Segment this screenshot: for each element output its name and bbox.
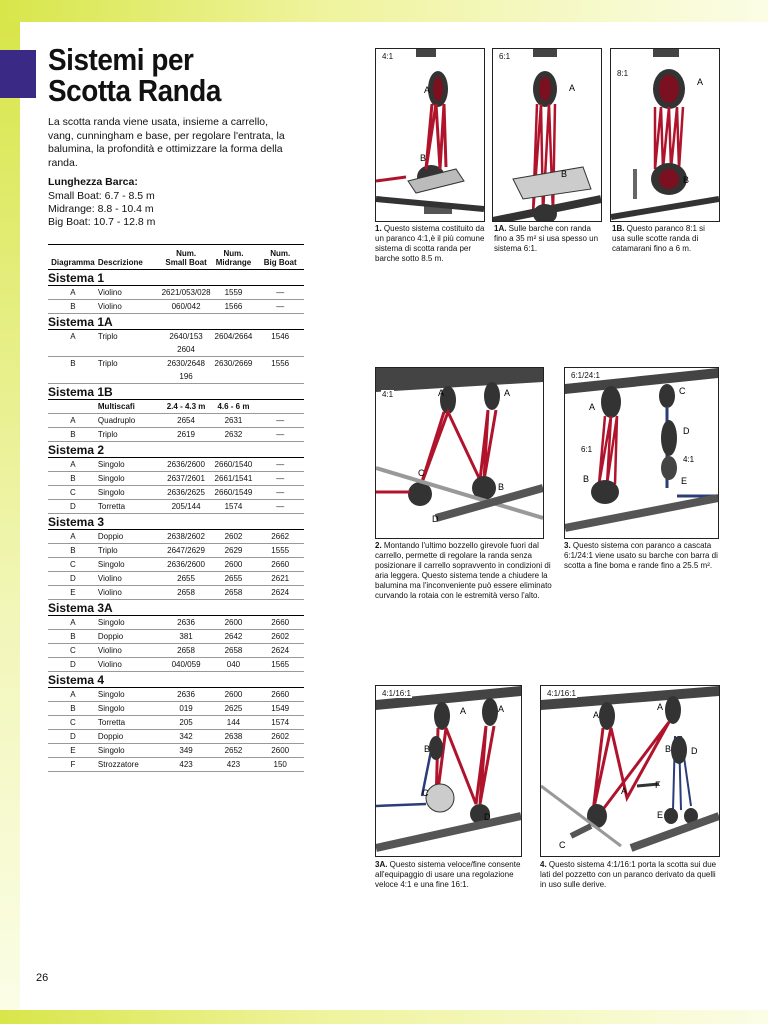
- cell-big-boat: —: [256, 486, 304, 500]
- table-row: [48, 616, 304, 630]
- cell-diagram: C: [48, 644, 98, 658]
- header-description: Descrizione: [98, 245, 162, 270]
- fig3a-label-c: C: [422, 788, 429, 798]
- cell-description: Triplo: [98, 428, 162, 442]
- cell-midrange: 2629: [211, 544, 257, 558]
- cell-big-boat: 2602: [256, 630, 304, 644]
- cell-diagram: D: [48, 500, 98, 514]
- cell-description: Singolo: [98, 472, 162, 486]
- cell-diagram: A: [48, 530, 98, 544]
- cell-description: Violino: [98, 286, 162, 300]
- table-row: [48, 472, 304, 486]
- cell-small-boat: 2636/2600: [162, 558, 211, 572]
- fig1-label-a: A: [424, 85, 431, 95]
- cell-small-boat: 2654: [162, 414, 211, 428]
- cell-big-boat: 2624: [256, 586, 304, 600]
- table-row: [48, 330, 304, 357]
- fig4-label-e: E: [657, 810, 664, 820]
- cell-diagram: B: [48, 630, 98, 644]
- cell-description: Singolo: [98, 486, 162, 500]
- cell-diagram: A: [48, 458, 98, 472]
- cell-description: Singolo: [98, 688, 162, 702]
- cell-midrange: 2602: [211, 530, 257, 544]
- cell-big-boat: 2602: [256, 730, 304, 744]
- cell-description: Singolo: [98, 744, 162, 758]
- system-heading-row: [48, 672, 304, 688]
- fig1b-label-b: B: [683, 175, 690, 185]
- fig3-ratio-inner: 6:1: [581, 445, 593, 454]
- cell-midrange: 2631: [211, 414, 257, 428]
- table-row: [48, 716, 304, 730]
- system-name: Sistema 3: [48, 514, 304, 530]
- page-number: 26: [36, 972, 49, 984]
- cell-big-boat: 2600: [256, 744, 304, 758]
- header-diagram: Diagramma: [48, 245, 98, 270]
- table-row: [48, 500, 304, 514]
- cell-small-boat: 2647/2629: [162, 544, 211, 558]
- cell-description: Violino: [98, 300, 162, 314]
- cell-small-boat: 349: [162, 744, 211, 758]
- fig2-label-b: B: [498, 482, 505, 492]
- fig3-label-b: B: [583, 474, 590, 484]
- bottom-color-band: [0, 1010, 768, 1024]
- cell-big-boat: 1574: [256, 716, 304, 730]
- left-color-strip: [0, 22, 20, 1010]
- cell-big-boat: 2621: [256, 572, 304, 586]
- cell-midrange: 2600: [211, 616, 257, 630]
- length-midrange: Midrange: 8.8 - 10.4 m: [48, 203, 154, 215]
- figure-3: [564, 367, 719, 539]
- system-name: Sistema 1: [48, 270, 304, 286]
- table-row: [48, 530, 304, 544]
- header-midrange: Num. Midrange: [211, 245, 257, 270]
- cell-small-boat: 2630/2648 196: [162, 357, 211, 384]
- cell-small-boat: 2658: [162, 586, 211, 600]
- figure-3a-ratio: 4:1/16:1: [382, 689, 411, 698]
- system-heading-row: [48, 442, 304, 458]
- cell-description: Doppio: [98, 530, 162, 544]
- cell-big-boat: 2660: [256, 688, 304, 702]
- cell-midrange: 423: [211, 758, 257, 772]
- boat-length-heading: Lunghezza Barca:: [48, 176, 138, 188]
- cell-small-boat: 2636: [162, 616, 211, 630]
- table-row: [48, 400, 304, 414]
- cell-diagram: A: [48, 688, 98, 702]
- table-row: [48, 702, 304, 716]
- table-row: [48, 558, 304, 572]
- system-name: Sistema 4: [48, 672, 304, 688]
- fig2-label-d: D: [432, 514, 439, 524]
- table-row: [48, 758, 304, 772]
- cell-small-boat: 060/042: [162, 300, 211, 314]
- cell-midrange: 2660/1540: [211, 458, 257, 472]
- cell-description: Doppio: [98, 630, 162, 644]
- cell-midrange: 2600: [211, 558, 257, 572]
- cell-diagram: E: [48, 744, 98, 758]
- cell-small-boat: 205/144: [162, 500, 211, 514]
- table-row: [48, 744, 304, 758]
- cell-big-boat: —: [256, 414, 304, 428]
- cell-midrange: 2652: [211, 744, 257, 758]
- fig3a-label-a2: A: [498, 704, 505, 714]
- fig2-label-a2: A: [504, 388, 511, 398]
- cell-diagram: A: [48, 616, 98, 630]
- cell-description: Multiscafi: [98, 400, 162, 414]
- cell-big-boat: [256, 400, 304, 414]
- cell-midrange: 2655: [211, 572, 257, 586]
- cell-description: Violino: [98, 644, 162, 658]
- cell-diagram: [48, 400, 98, 414]
- system-heading-row: [48, 270, 304, 286]
- cell-small-boat: 019: [162, 702, 211, 716]
- cell-description: Triplo: [98, 357, 162, 384]
- section-marker: [0, 50, 36, 98]
- table-row: [48, 658, 304, 672]
- figure-3a-drawing: [376, 686, 521, 856]
- cell-midrange: 2600: [211, 688, 257, 702]
- system-name: Sistema 2: [48, 442, 304, 458]
- cell-midrange: 4.6 - 6 m: [211, 400, 257, 414]
- figure-1a-caption: 1A. Sulle barche con randa fino a 35 m² si usa spesso un sistema 6:1.: [494, 224, 599, 253]
- cell-midrange: 2632: [211, 428, 257, 442]
- figure-1-caption: 1. Questo sistema costituito da un paranco 4:1,è il più comune sistema di scotta randa per barche sotto 8.5 m.: [375, 224, 485, 263]
- figure-3a: [375, 685, 522, 857]
- figure-1-drawing: [376, 49, 484, 221]
- cell-description: Torretta: [98, 500, 162, 514]
- cell-big-boat: 2662: [256, 530, 304, 544]
- cell-small-boat: 2.4 - 4.3 m: [162, 400, 211, 414]
- figure-2-caption: 2. Montando l'ultimo bozzello girevole fuori dal carrello, permette di regolare la randa senza posizionare il carrello sopravvento in condizioni di aria leggera. Questo sistema tende a chiudere la balumina ma l'inconveniente può essere eliminato curvando la rotaia con le estremità verso l'alto.: [375, 541, 552, 600]
- figure-3-ratio: 6:1/24:1: [571, 371, 600, 380]
- cell-diagram: B: [48, 300, 98, 314]
- system-heading-row: [48, 600, 304, 616]
- cell-big-boat: 1556: [256, 357, 304, 384]
- cell-small-boat: 040/059: [162, 658, 211, 672]
- cell-small-boat: 2636/2600: [162, 458, 211, 472]
- cell-diagram: C: [48, 716, 98, 730]
- cell-diagram: B: [48, 472, 98, 486]
- system-name: Sistema 1A: [48, 314, 304, 330]
- cell-diagram: B: [48, 544, 98, 558]
- fig3-ratio-cascade: 4:1: [683, 455, 695, 464]
- figure-1: [375, 48, 485, 222]
- table-row: [48, 300, 304, 314]
- figure-2-drawing: [376, 368, 543, 538]
- cell-diagram: A: [48, 414, 98, 428]
- cell-big-boat: 1565: [256, 658, 304, 672]
- table-row: [48, 357, 304, 384]
- cell-description: Violino: [98, 658, 162, 672]
- cell-description: Singolo: [98, 702, 162, 716]
- cell-big-boat: 1549: [256, 702, 304, 716]
- cell-midrange: 2642: [211, 630, 257, 644]
- cell-big-boat: —: [256, 286, 304, 300]
- cell-diagram: E: [48, 586, 98, 600]
- header-big-boat: Num. Big Boat: [256, 245, 304, 270]
- system-name: Sistema 3A: [48, 600, 304, 616]
- cell-diagram: B: [48, 357, 98, 384]
- cell-big-boat: —: [256, 472, 304, 486]
- figure-3a-caption: 3A. Questo sistema veloce/fine consente all'equipaggio di usare una regolazione veloce 4:1 e una fine 16:1.: [375, 860, 521, 889]
- figure-2: [375, 367, 544, 539]
- fig4-label-d: D: [691, 746, 698, 756]
- cell-description: Strozzatore: [98, 758, 162, 772]
- fig3-label-c: C: [679, 386, 686, 396]
- cell-small-boat: 342: [162, 730, 211, 744]
- cell-big-boat: —: [256, 458, 304, 472]
- fig3a-label-b: B: [424, 744, 431, 754]
- figure-4-caption: 4. Questo sistema 4:1/16:1 porta la scotta sui due lati del pozzetto con un paranco derivato da quelli in uso sulle derive.: [540, 860, 717, 889]
- cell-diagram: D: [48, 730, 98, 744]
- cell-midrange: 2638: [211, 730, 257, 744]
- cell-midrange: 2660/1549: [211, 486, 257, 500]
- fig3a-label-a1: A: [460, 706, 467, 716]
- cell-diagram: D: [48, 658, 98, 672]
- figure-1a: [492, 48, 602, 222]
- cell-small-boat: 423: [162, 758, 211, 772]
- figure-3-drawing: [565, 368, 718, 538]
- table-row: [48, 458, 304, 472]
- cell-diagram: A: [48, 286, 98, 300]
- parts-table: [48, 244, 304, 772]
- fig2-label-a1: A: [438, 388, 445, 398]
- cell-small-boat: 2655: [162, 572, 211, 586]
- fig1a-label-b: B: [561, 169, 568, 179]
- cell-midrange: 2658: [211, 586, 257, 600]
- cell-description: Singolo: [98, 458, 162, 472]
- cell-big-boat: —: [256, 300, 304, 314]
- cell-big-boat: —: [256, 428, 304, 442]
- cell-big-boat: —: [256, 500, 304, 514]
- table-row: [48, 586, 304, 600]
- figure-1b-ratio: 8:1: [617, 69, 629, 78]
- cell-description: Doppio: [98, 730, 162, 744]
- length-big: Big Boat: 10.7 - 12.8 m: [48, 216, 156, 228]
- table-row: [48, 644, 304, 658]
- boat-length-list: [48, 190, 155, 229]
- cell-small-boat: 2638/2602: [162, 530, 211, 544]
- fig4-label-a3: A: [621, 786, 628, 796]
- figure-1b: [610, 48, 720, 222]
- table-row: [48, 414, 304, 428]
- cell-small-boat: 2619: [162, 428, 211, 442]
- cell-description: Violino: [98, 572, 162, 586]
- system-name: Sistema 1B: [48, 384, 304, 400]
- figure-3-caption: 3. Questo sistema con paranco a cascata 6:1/24:1 viene usato su barche con barra di scotta a fine boma e rande fino a 25.5 m².: [564, 541, 718, 570]
- cell-diagram: C: [48, 558, 98, 572]
- system-heading-row: [48, 384, 304, 400]
- cell-midrange: 040: [211, 658, 257, 672]
- fig1a-label-a: A: [569, 83, 576, 93]
- header-small-boat: Num. Small Boat: [162, 245, 211, 270]
- system-heading-row: [48, 514, 304, 530]
- cell-midrange: 1559: [211, 286, 257, 300]
- figure-4: [540, 685, 720, 857]
- cell-big-boat: 2660: [256, 558, 304, 572]
- cell-description: Singolo: [98, 616, 162, 630]
- figure-4-ratio: 4:1/16:1: [547, 689, 576, 698]
- cell-description: Torretta: [98, 716, 162, 730]
- system-heading-row: [48, 314, 304, 330]
- cell-diagram: D: [48, 572, 98, 586]
- figure-4-drawing: [541, 686, 719, 856]
- figure-2-ratio: 4:1: [382, 390, 394, 399]
- fig4-label-b: B: [665, 744, 672, 754]
- table-row: [48, 544, 304, 558]
- cell-big-boat: 1546: [256, 330, 304, 357]
- fig3-label-a: A: [589, 402, 596, 412]
- table-row: [48, 688, 304, 702]
- fig4-label-c: C: [559, 840, 566, 850]
- cell-midrange: 1574: [211, 500, 257, 514]
- fig3a-label-d: D: [484, 812, 491, 822]
- cell-big-boat: 2624: [256, 644, 304, 658]
- cell-small-boat: 2637/2601: [162, 472, 211, 486]
- cell-diagram: F: [48, 758, 98, 772]
- cell-midrange: 144: [211, 716, 257, 730]
- fig4-label-a2: A: [657, 702, 664, 712]
- table-row: [48, 630, 304, 644]
- fig4-label-f: F: [655, 780, 661, 790]
- table-row: [48, 428, 304, 442]
- cell-big-boat: 1555: [256, 544, 304, 558]
- cell-diagram: A: [48, 330, 98, 357]
- cell-midrange: 2630/2669: [211, 357, 257, 384]
- cell-small-boat: 2636/2625: [162, 486, 211, 500]
- fig1b-label-a: A: [697, 77, 704, 87]
- cell-big-boat: 2660: [256, 616, 304, 630]
- cell-description: Triplo: [98, 544, 162, 558]
- fig4-label-a1: A: [593, 710, 600, 720]
- cell-big-boat: 150: [256, 758, 304, 772]
- length-small: Small Boat: 6.7 - 8.5 m: [48, 190, 155, 202]
- cell-midrange: 2625: [211, 702, 257, 716]
- table-row: [48, 286, 304, 300]
- cell-midrange: 1566: [211, 300, 257, 314]
- intro-text: La scotta randa viene usata, insieme a carrello, vang, cunningham e base, per regolare l'entrata, la balumina, la profondità e ottimizzare la forma della randa.: [48, 116, 285, 169]
- cell-midrange: 2604/2664: [211, 330, 257, 357]
- cell-small-boat: 2658: [162, 644, 211, 658]
- cell-midrange: 2658: [211, 644, 257, 658]
- cell-diagram: C: [48, 486, 98, 500]
- cell-small-boat: 381: [162, 630, 211, 644]
- cell-description: Violino: [98, 586, 162, 600]
- cell-small-boat: 2640/153 2604: [162, 330, 211, 357]
- cell-midrange: 2661/1541: [211, 472, 257, 486]
- figure-1a-ratio: 6:1: [499, 52, 511, 61]
- cell-description: Quadruplo: [98, 414, 162, 428]
- cell-diagram: B: [48, 702, 98, 716]
- table-row: [48, 730, 304, 744]
- figure-1-ratio: 4:1: [382, 52, 394, 61]
- cell-description: Triplo: [98, 330, 162, 357]
- fig3-label-e: E: [681, 476, 688, 486]
- fig1-label-b: B: [420, 153, 427, 163]
- table-row: [48, 486, 304, 500]
- cell-small-boat: 205: [162, 716, 211, 730]
- cell-small-boat: 2636: [162, 688, 211, 702]
- cell-diagram: B: [48, 428, 98, 442]
- figure-1b-caption: 1B. Questo paranco 8:1 si usa sulle scotte randa di catamarani fino a 6 m.: [612, 224, 705, 253]
- cell-description: Singolo: [98, 558, 162, 572]
- table-header-row: [48, 245, 304, 270]
- top-color-band: [0, 0, 768, 22]
- figure-1a-drawing: [493, 49, 601, 221]
- page-title: Sistemi per Scotta Randa: [48, 42, 221, 108]
- table-row: [48, 572, 304, 586]
- fig3-label-d: D: [683, 426, 690, 436]
- cell-small-boat: 2621/053/028: [162, 286, 211, 300]
- fig2-label-c: C: [418, 468, 425, 478]
